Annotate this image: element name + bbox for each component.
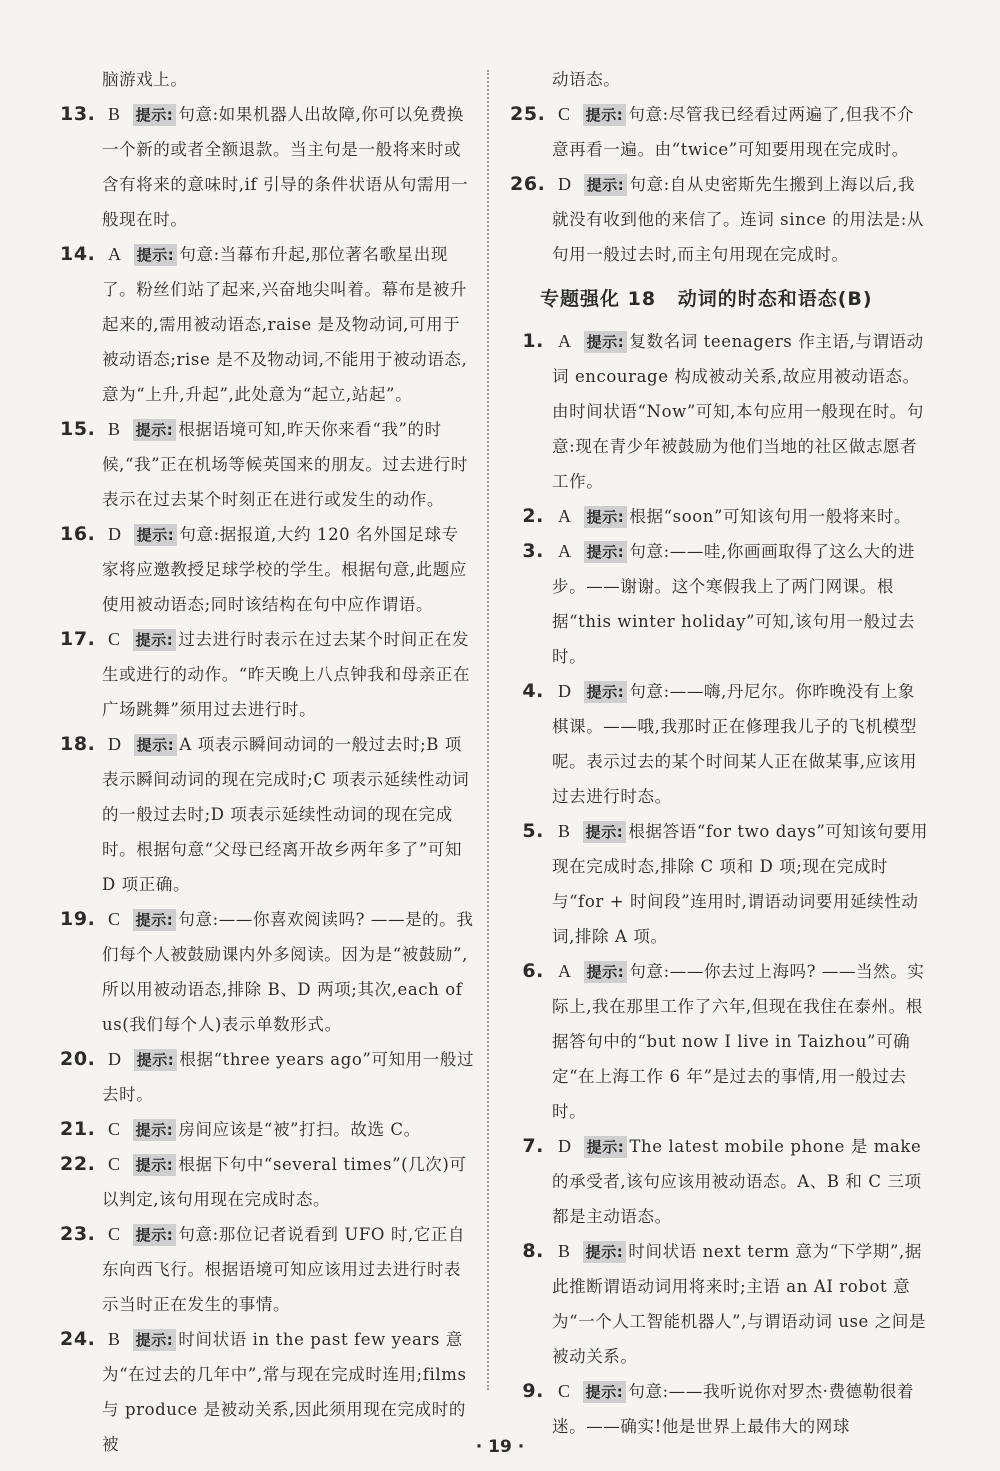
answer-letter: A bbox=[558, 961, 572, 981]
explanation-text: 句意:——你喜欢阅读吗? ——是的。我们每个人被鼓励课内外多阅读。因为是“被鼓励”,所以用被动语态,排除 B、D 两项;其次,each of us(我们每个人)表示单数形式。 bbox=[102, 910, 474, 1034]
explanation-text: 句意:尽管我已经看过两遍了,但我不介意再看一遍。由“twice”可知要用现在完成时。 bbox=[552, 105, 915, 159]
hint-label: 提示: bbox=[583, 104, 627, 126]
explanation-text: 时间状语 next term 意为“下学期”,据此推断谓语动词用将来时;主语 an AI robot 意为“一个人工智能机器人”,与谓语动词 use 之间是被动关系。 bbox=[552, 1242, 927, 1366]
explanation-text: 句意:那位记者说看到 UFO 时,它正自东向西飞行。根据语境可知应该用过去进行时表示当时正在发生的事情。 bbox=[102, 1225, 466, 1314]
answer-item bbox=[510, 167, 930, 272]
right-answer-list-top bbox=[510, 97, 930, 272]
answer-item bbox=[510, 499, 930, 534]
answer-letter: B bbox=[558, 821, 571, 841]
question-number: 6. bbox=[522, 960, 544, 982]
question-number: 9. bbox=[522, 1380, 544, 1402]
answer-letter: D bbox=[558, 681, 572, 701]
answer-item bbox=[60, 1217, 475, 1322]
answer-item bbox=[60, 622, 475, 727]
answer-letter: C bbox=[108, 629, 121, 649]
answer-letter: A bbox=[108, 244, 122, 264]
explanation-text: 句意:——你去过上海吗? ——当然。实际上,我在那里工作了六年,但现在我住在泰州。根据答句中的“but now I live in Taizhou”可确定“在上海工作 6 年”是过去的事情,用一般过去时。 bbox=[552, 962, 925, 1121]
question-number: 5. bbox=[522, 820, 544, 842]
hint-label: 提示: bbox=[133, 1329, 177, 1351]
answer-item bbox=[60, 1147, 475, 1217]
question-number: 18. bbox=[60, 733, 96, 755]
question-number: 2. bbox=[522, 505, 544, 527]
answer-item bbox=[60, 1042, 475, 1112]
question-number: 16. bbox=[60, 523, 96, 545]
question-number: 21. bbox=[60, 1118, 96, 1140]
answer-item bbox=[510, 97, 930, 167]
question-number: 25. bbox=[510, 103, 546, 125]
question-number: 19. bbox=[60, 908, 96, 930]
section-label: 专题强化 18 bbox=[540, 288, 657, 310]
explanation-text: 时间状语 in the past few years 意为“在过去的几年中”,常与现在完成时连用;films 与 produce 是被动关系,因此须用现在完成时的被 bbox=[102, 1330, 467, 1454]
answer-letter: B bbox=[108, 419, 121, 439]
answer-letter: C bbox=[558, 104, 571, 124]
hint-label: 提示: bbox=[134, 244, 178, 266]
answer-letter: D bbox=[558, 1136, 572, 1156]
hint-label: 提示: bbox=[134, 734, 178, 756]
hint-label: 提示: bbox=[584, 506, 628, 528]
answer-item bbox=[510, 674, 930, 814]
hint-label: 提示: bbox=[583, 821, 627, 843]
explanation-text: 过去进行时表示在过去某个时间正在发生或进行的动作。“昨天晚上八点钟我和母亲正在广场跳舞”须用过去进行时。 bbox=[102, 630, 471, 719]
right-answer-list-bottom bbox=[510, 324, 930, 1444]
hint-label: 提示: bbox=[584, 681, 628, 703]
answer-item bbox=[510, 324, 930, 499]
answer-letter: D bbox=[108, 734, 122, 754]
hint-label: 提示: bbox=[133, 1119, 177, 1141]
answer-item bbox=[60, 727, 475, 902]
question-number: 23. bbox=[60, 1223, 96, 1245]
left-continuation: 脑游戏上。 bbox=[102, 70, 188, 89]
explanation-text: 句意:——哇,你画画取得了这么大的进步。——谢谢。这个寒假我上了两门网课。根据“this winter holiday”可知,该句用一般过去时。 bbox=[552, 542, 916, 666]
hint-label: 提示: bbox=[134, 1049, 178, 1071]
hint-label: 提示: bbox=[133, 104, 177, 126]
hint-label: 提示: bbox=[133, 1154, 177, 1176]
answer-letter: D bbox=[108, 1049, 122, 1069]
answer-item bbox=[60, 517, 475, 622]
question-number: 13. bbox=[60, 103, 96, 125]
explanation-text: 根据“three years ago”可知用一般过去时。 bbox=[102, 1050, 475, 1104]
answer-letter: A bbox=[558, 331, 572, 351]
explanation-text: 句意:自从史密斯先生搬到上海以后,我就没有收到他的来信了。连词 since 的用法是:从句用一般过去时,而主句用现在完成时。 bbox=[552, 175, 925, 264]
question-number: 15. bbox=[60, 418, 96, 440]
answer-letter: D bbox=[558, 174, 572, 194]
left-column bbox=[60, 62, 475, 1462]
hint-label: 提示: bbox=[583, 1381, 627, 1403]
hint-label: 提示: bbox=[584, 1136, 628, 1158]
question-number: 20. bbox=[60, 1048, 96, 1070]
question-number: 14. bbox=[60, 243, 96, 265]
column-divider bbox=[487, 70, 489, 1390]
question-number: 1. bbox=[522, 330, 544, 352]
left-answer-list bbox=[60, 97, 475, 1462]
explanation-text: 句意:据报道,大约 120 名外国足球专家将应邀教授足球学校的学生。根据句意,此题应使用被动语态;同时该结构在句中应作谓语。 bbox=[102, 525, 467, 614]
answer-item bbox=[510, 1374, 930, 1444]
answer-letter: B bbox=[108, 1329, 121, 1349]
hint-label: 提示: bbox=[134, 524, 178, 546]
hint-label: 提示: bbox=[584, 174, 628, 196]
answer-item bbox=[510, 1234, 930, 1374]
explanation-text: A 项表示瞬间动词的一般过去时;B 项表示瞬间动词的现在完成时;C 项表示延续性动词的一般过去时;D 项表示延续性动词的现在完成时。根据句意“父母已经离开故乡两年多了”可知 D 项正确。 bbox=[102, 735, 470, 894]
explanation-text: The latest mobile phone 是 make 的承受者,该句应该用被动语态。A、B 和 C 三项都是主动语态。 bbox=[552, 1137, 922, 1226]
answer-item bbox=[60, 412, 475, 517]
hint-label: 提示: bbox=[584, 961, 628, 983]
answer-letter: C bbox=[108, 1119, 121, 1139]
answer-letter: C bbox=[108, 909, 121, 929]
hint-label: 提示: bbox=[133, 909, 177, 931]
explanation-text: 句意:——我听说你对罗杰·费德勒很着迷。——确实!他是世界上最伟大的网球 bbox=[552, 1382, 915, 1436]
explanation-text: 根据语境可知,昨天你来看“我”的时候,“我”正在机场等候英国来的朋友。过去进行时表示在过去某个时刻正在进行或发生的动作。 bbox=[102, 420, 468, 509]
answer-item bbox=[60, 1112, 475, 1147]
section-title bbox=[540, 278, 930, 320]
answer-letter: C bbox=[108, 1154, 121, 1174]
right-column bbox=[510, 62, 930, 1444]
hint-label: 提示: bbox=[133, 419, 177, 441]
section-subtitle: 动词的时态和语态(B) bbox=[677, 288, 873, 310]
answer-letter: C bbox=[108, 1224, 121, 1244]
hint-label: 提示: bbox=[583, 1241, 627, 1263]
answer-item bbox=[510, 1129, 930, 1234]
hint-label: 提示: bbox=[584, 331, 628, 353]
question-number: 22. bbox=[60, 1153, 96, 1175]
answer-letter: B bbox=[558, 1241, 571, 1261]
answer-item bbox=[60, 237, 475, 412]
answer-item bbox=[60, 902, 475, 1042]
answer-letter: B bbox=[108, 104, 121, 124]
explanation-text: 根据下句中“several times”(几次)可以判定,该句用现在完成时态。 bbox=[102, 1155, 467, 1209]
hint-label: 提示: bbox=[584, 541, 628, 563]
question-number: 24. bbox=[60, 1328, 96, 1350]
explanation-text: 句意:——嗨,丹尼尔。你昨晚没有上象棋课。——哦,我那时正在修理我儿子的飞机模型呢。表示过去的某个时间某人正在做某事,应该用过去进行时态。 bbox=[552, 682, 917, 806]
explanation-text: 根据“soon”可知该句用一般将来时。 bbox=[629, 507, 912, 526]
question-number: 26. bbox=[510, 173, 546, 195]
explanation-text: 房间应该是“被”打扫。故选 C。 bbox=[178, 1120, 421, 1139]
explanation-text: 根据答语“for two days”可知该句要用现在完成时态,排除 C 项和 D 项;现在完成时与“for + 时间段”连用时,谓语动词要用延续性动词,排除 A 项。 bbox=[552, 822, 928, 946]
question-number: 4. bbox=[522, 680, 544, 702]
answer-letter: C bbox=[558, 1381, 571, 1401]
question-number: 3. bbox=[522, 540, 544, 562]
right-continuation: 动语态。 bbox=[552, 70, 621, 89]
explanation-text: 句意:当幕布升起,那位著名歌星出现了。粉丝们站了起来,兴奋地尖叫着。幕布是被升起来的,需用被动语态,raise 是及物动词,可用于被动语态;rise 是不及物动词,不能用于被动语态,意为“上升,升起”,此处意为“起立,站起”。 bbox=[102, 245, 468, 404]
hint-label: 提示: bbox=[133, 629, 177, 651]
answer-item bbox=[60, 97, 475, 237]
answer-item bbox=[510, 954, 930, 1129]
question-number: 7. bbox=[522, 1135, 544, 1157]
answer-item bbox=[510, 814, 930, 954]
page-number: · 19 · bbox=[475, 1437, 525, 1457]
hint-label: 提示: bbox=[133, 1224, 177, 1246]
question-number: 17. bbox=[60, 628, 96, 650]
question-number: 8. bbox=[522, 1240, 544, 1262]
explanation-text: 句意:如果机器人出故障,你可以免费换一个新的或者全额退款。当主句是一般将来时或含有将来的意味时,if 引导的条件状语从句需用一般现在时。 bbox=[102, 105, 469, 229]
explanation-text: 复数名词 teenagers 作主语,与谓语动词 encourage 构成被动关系,故应用被动语态。由时间状语“Now”可知,本句应用一般现在时。句意:现在青少年被鼓励为他们当地的社区做志愿者工作。 bbox=[552, 332, 925, 491]
answer-letter: A bbox=[558, 541, 572, 561]
answer-letter: D bbox=[108, 524, 122, 544]
answer-letter: A bbox=[558, 506, 572, 526]
answer-item bbox=[510, 534, 930, 674]
